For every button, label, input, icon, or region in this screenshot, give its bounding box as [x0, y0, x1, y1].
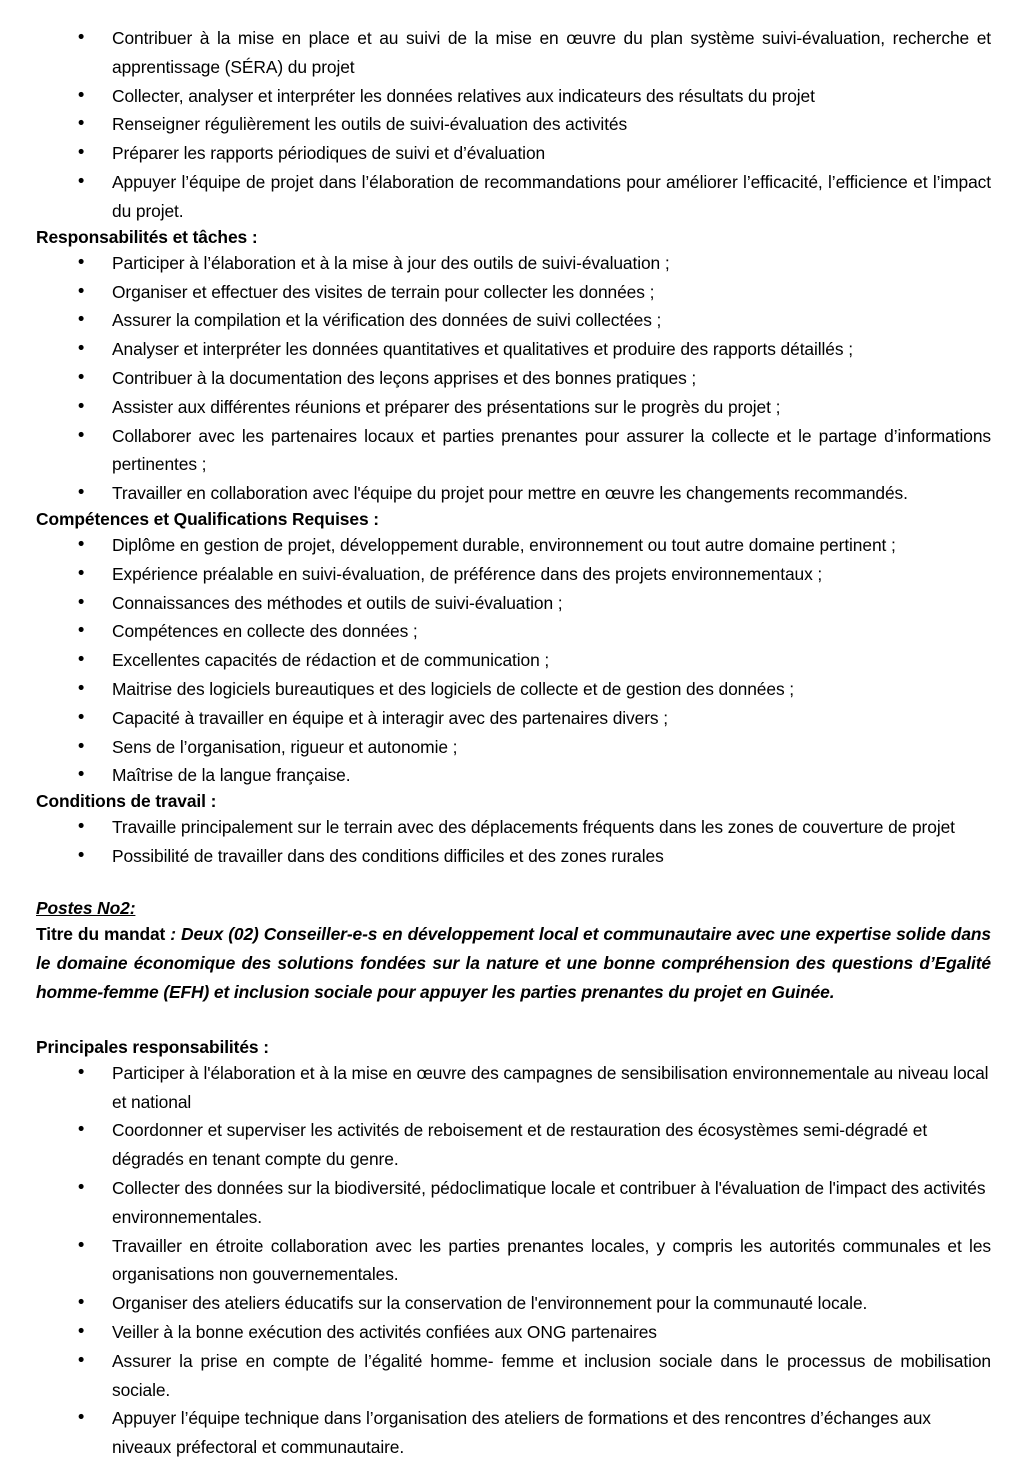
- list-item: • Organiser et effectuer des visites de terrain pour collecter les données ;: [36, 278, 991, 307]
- principales-responsabilites-heading: Principales responsabilités :: [36, 1036, 269, 1057]
- mandate-label: Titre du mandat: [36, 924, 166, 945]
- list-item: • Sens de l’organisation, rigueur et autonomie ;: [36, 733, 991, 762]
- list-item: • Excellentes capacités de rédaction et de communication ;: [36, 646, 991, 675]
- list-item: • Assister aux différentes réunions et préparer des présentations sur le progrès du projet ;: [36, 393, 991, 422]
- list-item: • Contribuer à la mise en place et au suivi de la mise en œuvre du plan système suivi-évaluation, recherche et apprentissage (SÉRA) du projet: [36, 24, 991, 82]
- section-spacer: [36, 871, 991, 897]
- postes-no2-title: Postes No2:: [36, 897, 136, 918]
- list-item: • Capacité à travailler en équipe et à interagir avec des partenaires divers ;: [36, 704, 991, 733]
- principales-responsabilites-list: [36, 1059, 991, 1459]
- list-item: • Coordonner et superviser les activités de reboisement et de restauration des écosystèmes semi-dégradé et dégradés en tenant compte du genre.: [36, 1116, 991, 1174]
- list-item: • Organiser des ateliers éducatifs sur la conservation de l'environnement pour la communauté locale.: [36, 1289, 991, 1318]
- document-body: [36, 24, 991, 1459]
- list-item: • Veiller à la bonne exécution des activités confiées aux ONG partenaires: [36, 1318, 991, 1347]
- mandate-spacer: [36, 1007, 991, 1036]
- list-item: • Assurer la prise en compte de l’égalité homme- femme et inclusion sociale dans le processus de mobilisation sociale.: [36, 1347, 991, 1405]
- list-item: • Appuyer l’équipe technique dans l’organisation des ateliers de formations et des rencontres d’échanges aux niveaux préfectoral et communautaire.: [36, 1404, 991, 1459]
- list-item: • Connaissances des méthodes et outils de suivi-évaluation ;: [36, 589, 991, 618]
- section-heading-competences: Compétences et Qualifications Requises :: [36, 508, 379, 529]
- list-item: • Appuyer l’équipe de projet dans l’élaboration de recommandations pour améliorer l’efficacité, l’efficience et l’impact du projet.: [36, 168, 991, 226]
- list-item: • Participer à l'élaboration et à la mise en œuvre des campagnes de sensibilisation environnementale au niveau local et national: [36, 1059, 991, 1117]
- list-item: • Collaborer avec les partenaires locaux et parties prenantes pour assurer la collecte et le partage d’informations pertinentes ;: [36, 422, 991, 480]
- list-item: • Assurer la compilation et la vérification des données de suivi collectées ;: [36, 306, 991, 335]
- mandate-paragraph: [36, 920, 991, 1007]
- list-item: • Maitrise des logiciels bureautiques et des logiciels de collecte et de gestion des données ;: [36, 675, 991, 704]
- list-item: • Maîtrise de la langue française.: [36, 761, 991, 790]
- list-item: • Diplôme en gestion de projet, développement durable, environnement ou tout autre domaine pertinent ;: [36, 531, 991, 560]
- list-item: • Contribuer à la documentation des leçons apprises et des bonnes pratiques ;: [36, 364, 991, 393]
- mandate-text: Deux (02) Conseiller-e-s en développement local et communautaire avec une expertise solide dans le domaine économique des solutions fondées sur la nature et une bonne compréhension des questions d’Egalité homme-femme (EFH) et inclusion sociale pour appuyer les parties prenantes du projet en Guinée.: [36, 924, 991, 1002]
- list-item: • Collecter, analyser et interpréter les données relatives aux indicateurs des résultats du projet: [36, 82, 991, 111]
- list-item: • Possibilité de travailler dans des conditions difficiles et des zones rurales: [36, 842, 991, 871]
- conditions-bullet-list: [36, 813, 991, 871]
- list-item: • Travaille principalement sur le terrain avec des déplacements fréquents dans les zones de couverture de projet: [36, 813, 991, 842]
- list-item: • Compétences en collecte des données ;: [36, 617, 991, 646]
- list-item: • Collecter des données sur la biodiversité, pédoclimatique locale et contribuer à l'évaluation de l'impact des activités environnementales.: [36, 1174, 991, 1232]
- list-item: • Travailler en collaboration avec l'équipe du projet pour mettre en œuvre les changements recommandés.: [36, 479, 991, 508]
- responsabilites-bullet-list: [36, 249, 991, 508]
- list-item: • Expérience préalable en suivi-évaluation, de préférence dans des projets environnementaux ;: [36, 560, 991, 589]
- list-item: • Participer à l’élaboration et à la mise à jour des outils de suivi-évaluation ;: [36, 249, 991, 278]
- section-heading-responsabilites: Responsabilités et tâches :: [36, 226, 258, 247]
- list-item: • Préparer les rapports périodiques de suivi et d’évaluation: [36, 139, 991, 168]
- list-item: • Renseigner régulièrement les outils de suivi-évaluation des activités: [36, 110, 991, 139]
- intro-bullet-list: [36, 24, 991, 226]
- list-item: • Analyser et interpréter les données quantitatives et qualitatives et produire des rapports détaillés ;: [36, 335, 991, 364]
- mandate-separator: :: [165, 924, 182, 945]
- list-item: • Travailler en étroite collaboration avec les parties prenantes locales, y compris les autorités communales et les organisations non gouvernementales.: [36, 1232, 991, 1290]
- section-heading-conditions: Conditions de travail :: [36, 791, 217, 812]
- competences-bullet-list: [36, 531, 991, 790]
